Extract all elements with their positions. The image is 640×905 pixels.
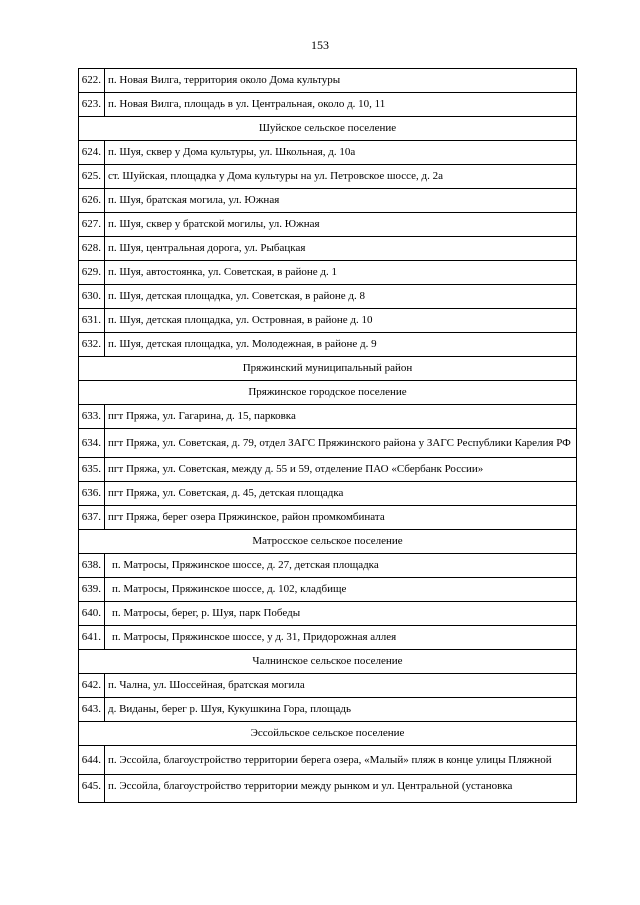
row-number: 639. [79,578,105,602]
table-row [79,458,577,482]
section-header: Пряжинское городское поселение [79,381,577,405]
row-text: п. Шуя, автостоянка, ул. Советская, в районе д. 1 [105,261,577,285]
table-row [79,405,577,429]
table-row [79,698,577,722]
row-number: 623. [79,93,105,117]
section-header-row [79,650,577,674]
table-row [79,554,577,578]
row-number: 633. [79,405,105,429]
row-number: 625. [79,165,105,189]
row-text: п. Шуя, сквер у Дома культуры, ул. Школьная, д. 10а [105,141,577,165]
section-header-row [79,722,577,746]
row-text: п. Шуя, детская площадка, ул. Советская, в районе д. 8 [105,285,577,309]
section-header: Пряжинский муниципальный район [79,357,577,381]
section-header-row [79,530,577,554]
row-number: 638. [79,554,105,578]
table-row [79,482,577,506]
row-number: 644. [79,746,105,775]
table-row [79,69,577,93]
table-row [79,309,577,333]
table-row [79,775,577,803]
table-row [79,213,577,237]
section-header: Матросское сельское поселение [79,530,577,554]
row-number: 626. [79,189,105,213]
row-number: 628. [79,237,105,261]
table-row [79,506,577,530]
row-text: д. Виданы, берег р. Шуя, Кукушкина Гора, площадь [105,698,577,722]
table-row [79,141,577,165]
row-text: п. Матросы, берег, р. Шуя, парк Победы [105,602,577,626]
section-header: Чалнинское сельское поселение [79,650,577,674]
row-number: 635. [79,458,105,482]
section-header-row [79,357,577,381]
table-row [79,93,577,117]
row-number: 627. [79,213,105,237]
row-number: 637. [79,506,105,530]
row-text: пгт Пряжа, ул. Советская, д. 45, детская площадка [105,482,577,506]
row-text: п. Матросы, Пряжинское шоссе, у д. 31, Придорожная аллея [105,626,577,650]
row-number: 632. [79,333,105,357]
row-text: п. Шуя, детская площадка, ул. Островная, в районе д. 10 [105,309,577,333]
row-number: 630. [79,285,105,309]
table-row [79,626,577,650]
row-text: п. Новая Вилга, площадь в ул. Центральная, около д. 10, 11 [105,93,577,117]
row-text: п. Чална, ул. Шоссейная, братская могила [105,674,577,698]
row-text: п. Матросы, Пряжинское шоссе, д. 102, кладбище [105,578,577,602]
section-header-row [79,117,577,141]
row-text: пгт Пряжа, ул. Советская, между д. 55 и 59, отделение ПАО «Сбербанк России» [105,458,577,482]
table-row [79,746,577,775]
row-text: п. Эссойла, благоустройство территории между рынком и ул. Центральной (установка [105,775,577,803]
section-header: Шуйское сельское поселение [79,117,577,141]
table-row [79,578,577,602]
table-row [79,674,577,698]
row-text: п. Шуя, сквер у братской могилы, ул. Южная [105,213,577,237]
row-number: 642. [79,674,105,698]
row-text: п. Эссойла, благоустройство территории берега озера, «Малый» пляж в конце улицы Пляжной [105,746,577,775]
row-text: п. Шуя, детская площадка, ул. Молодежная, в районе д. 9 [105,333,577,357]
row-text: п. Новая Вилга, территория около Дома культуры [105,69,577,93]
table-row [79,189,577,213]
row-text: п. Матросы, Пряжинское шоссе, д. 27, детская площадка [105,554,577,578]
row-number: 631. [79,309,105,333]
row-number: 640. [79,602,105,626]
table-row [79,261,577,285]
section-header-row [79,381,577,405]
table-row [79,285,577,309]
section-header: Эссойльское сельское поселение [79,722,577,746]
row-number: 624. [79,141,105,165]
row-number: 622. [79,69,105,93]
row-number: 645. [79,775,105,803]
page-number: 153 [311,38,329,52]
table-row [79,429,577,458]
row-text: ст. Шуйская, площадка у Дома культуры на ул. Петровское шоссе, д. 2а [105,165,577,189]
row-number: 643. [79,698,105,722]
table-row [79,237,577,261]
row-text: п. Шуя, центральная дорога, ул. Рыбацкая [105,237,577,261]
row-text: пгт Пряжа, ул. Гагарина, д. 15, парковка [105,405,577,429]
table-row [79,333,577,357]
row-text: пгт Пряжа, ул. Советская, д. 79, отдел ЗАГС Пряжинского района у ЗАГС Республики Карелия РФ [105,429,577,458]
locations-table [78,68,577,803]
table-row [79,165,577,189]
row-number: 636. [79,482,105,506]
table-row [79,602,577,626]
row-text: пгт Пряжа, берег озера Пряжинское, район промкомбината [105,506,577,530]
row-number: 629. [79,261,105,285]
row-text: п. Шуя, братская могила, ул. Южная [105,189,577,213]
row-number: 641. [79,626,105,650]
row-number: 634. [79,429,105,458]
